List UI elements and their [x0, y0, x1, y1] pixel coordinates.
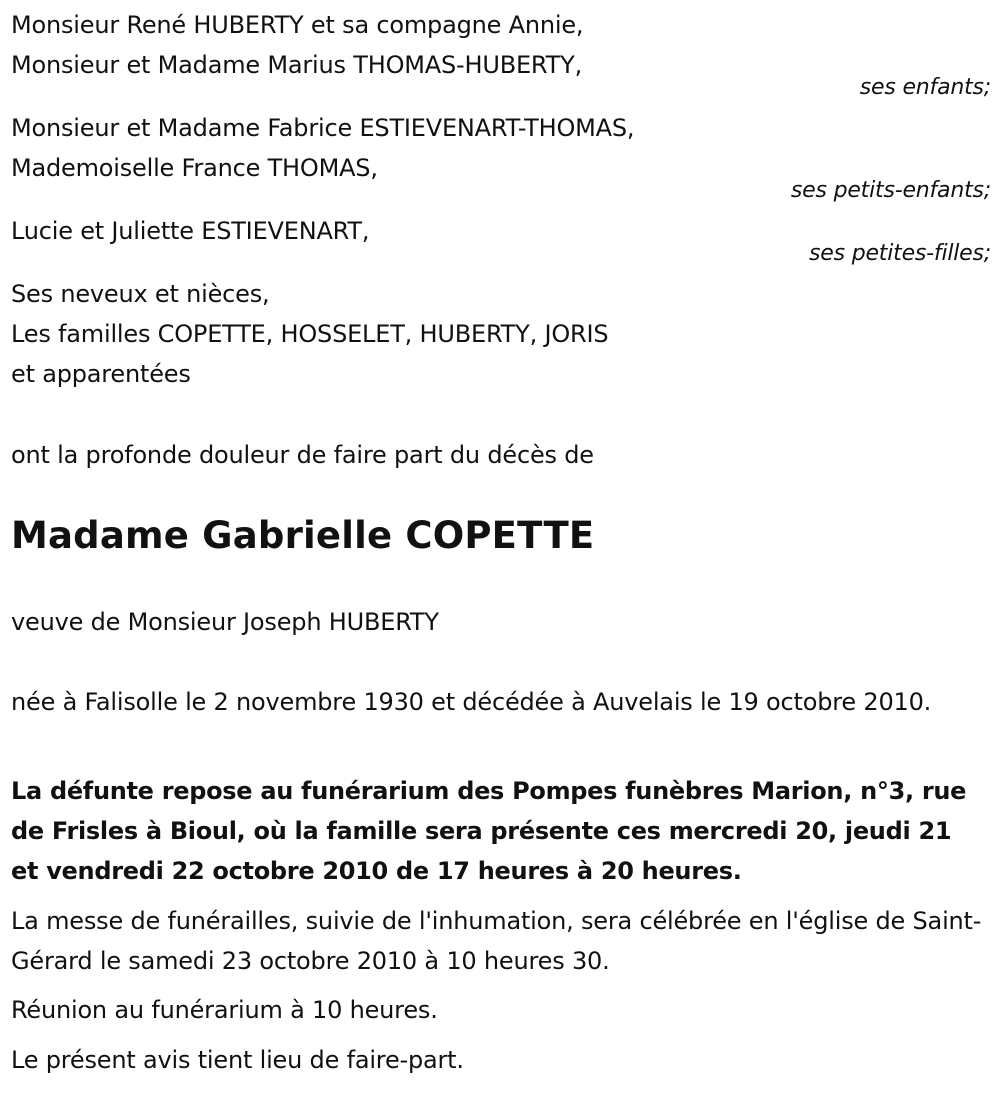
widow-of-text: veuve de Monsieur Joseph HUBERTY	[11, 608, 439, 636]
children-group	[11, 5, 991, 85]
children-role: ses enfants;	[859, 75, 991, 100]
repose-text: La défunte repose au funérarium des Pompes funèbres Marion, n°3, rue de Frisles à Bioul, où la famille sera présente ces mercredi 20, jeudi 21 et vendredi 22 octobre 2010 de 17 heures à 20 heures.	[11, 777, 967, 885]
great-grandchildren-role: ses petites-filles;	[809, 241, 991, 266]
grandchild-line: Monsieur et Madame Fabrice ESTIEVENART-THOMAS,	[11, 114, 635, 142]
deceased-name: Madame Gabrielle COPETTE	[11, 514, 595, 557]
notice-text: Le présent avis tient lieu de faire-part.	[11, 1046, 464, 1074]
relatives-line: et apparentées	[11, 360, 191, 388]
grandchildren-role: ses petits-enfants;	[790, 178, 991, 203]
great-grandchild-line: Lucie et Juliette ESTIEVENART,	[11, 217, 370, 245]
child-line: Monsieur et Madame Marius THOMAS-HUBERTY,	[11, 51, 583, 79]
birth-death-text: née à Falisolle le 2 novembre 1930 et décédée à Auvelais le 19 octobre 2010.	[11, 688, 932, 716]
relatives-line: Ses neveux et nièces,	[11, 280, 270, 308]
relatives-line: Les familles COPETTE, HOSSELET, HUBERTY, JORIS	[11, 320, 609, 348]
mass-text: La messe de funérailles, suivie de l'inhumation, sera célébrée en l'église de Saint-Gérard le samedi 23 octobre 2010 à 10 heures 30.	[11, 907, 982, 975]
child-line: Monsieur René HUBERTY et sa compagne Annie,	[11, 11, 584, 39]
relatives-group	[11, 274, 991, 394]
meeting-text: Réunion au funérarium à 10 heures.	[11, 996, 438, 1024]
grandchild-line: Mademoiselle France THOMAS,	[11, 154, 378, 182]
announcement-text: ont la profonde douleur de faire part du décès de	[11, 441, 594, 469]
